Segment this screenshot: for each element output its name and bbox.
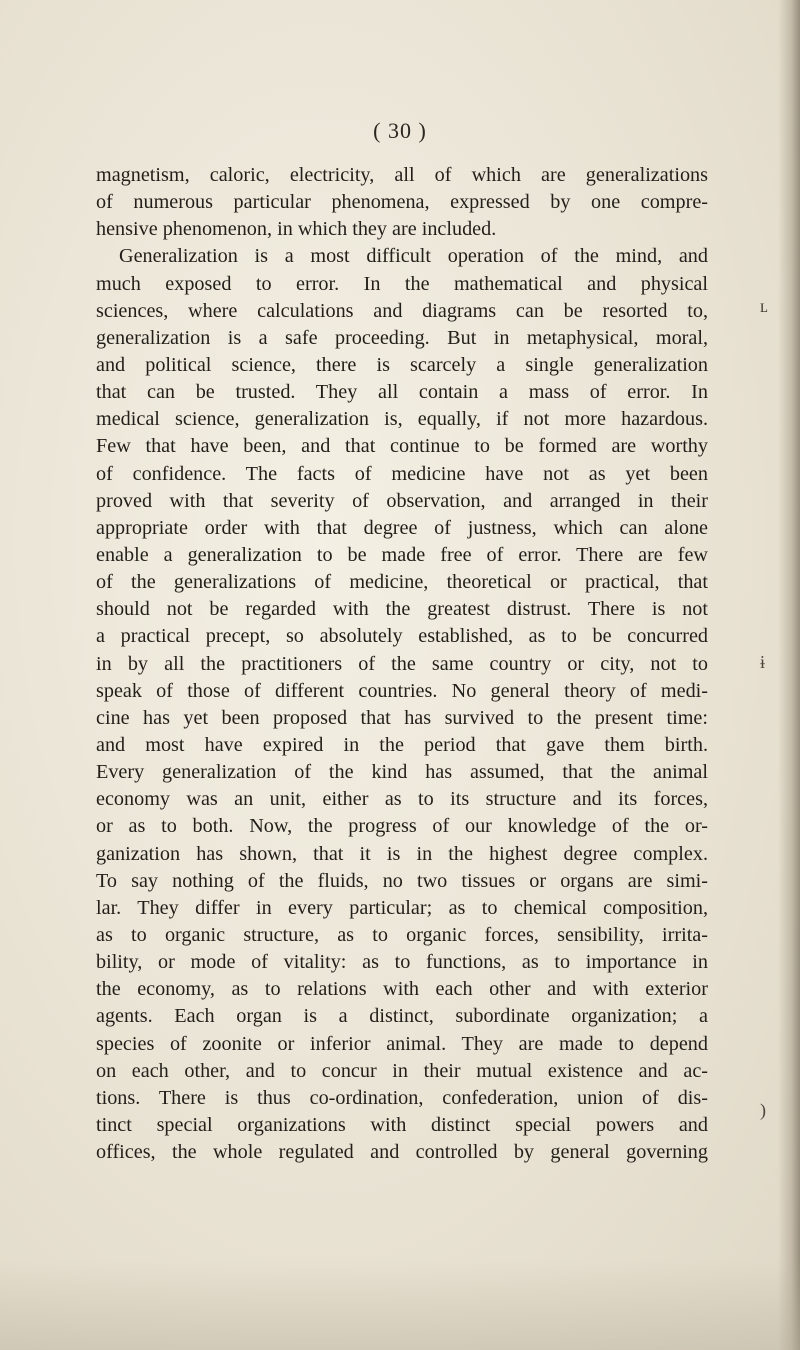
text-line: offices, the whole regulated and controlled by general governing xyxy=(96,1141,708,1164)
page-number: ( 30 ) xyxy=(373,118,427,143)
text-line: Every generalization of the kind has assumed, that the animal xyxy=(96,761,708,784)
text-line: ganization has shown, that it is in the highest degree complex. xyxy=(96,842,708,865)
text-line: on each other, and to concur in their mutual existence and ac- xyxy=(96,1059,708,1082)
page-edge-shadow xyxy=(778,0,800,1350)
text-line: sciences, where calculations and diagrams can be resorted to, xyxy=(96,299,708,322)
text-line: or as to both. Now, the progress of our knowledge of the or- xyxy=(96,815,708,838)
margin-mark: ɨ xyxy=(760,652,766,672)
text-line: economy was an unit, either as to its structure and its forces, xyxy=(96,788,708,811)
margin-mark: ʟ xyxy=(760,296,768,316)
text-line: of the generalizations of medicine, theoretical or practical, that xyxy=(96,571,708,594)
text-line: cine has yet been proposed that has survived to the present time: xyxy=(96,706,708,729)
text-line: and most have expired in the period that gave them birth. xyxy=(96,733,708,756)
text-line: lar. They differ in every particular; as to chemical composition, xyxy=(96,896,708,919)
text-line: proved with that severity of observation, and arranged in their xyxy=(96,489,708,512)
text-line: speak of those of different countries. No general theory of medi- xyxy=(96,679,708,702)
text-line: and political science, there is scarcely a single generalization xyxy=(96,353,708,376)
text-line: magnetism, caloric, electricity, all of which are generalizations xyxy=(96,164,708,186)
text-line: in by all the practitioners of the same country or city, not to xyxy=(96,652,708,675)
text-line: of confidence. The facts of medicine have not as yet been xyxy=(96,462,708,485)
text-line: appropriate order with that degree of justness, which can alone xyxy=(96,516,708,539)
text-line: the economy, as to relations with each other and with exterior xyxy=(96,978,708,1001)
text-line: hensive phenomenon, in which they are included. xyxy=(96,218,497,241)
text-line: should not be regarded with the greatest distrust. There is not xyxy=(96,598,708,621)
body-text xyxy=(96,162,708,1166)
text-line: a practical precept, so absolutely established, as to be concurred xyxy=(96,625,708,648)
text-line: tinct special organizations with distinct special powers and xyxy=(96,1113,708,1136)
text-line: of numerous particular phenomena, expressed by one compre- xyxy=(96,191,708,214)
margin-mark: ) xyxy=(760,1100,766,1120)
text-line: medical science, generalization is, equally, if not more hazardous. xyxy=(96,408,708,431)
text-line: tions. There is thus co-ordination, confederation, union of dis- xyxy=(96,1086,708,1109)
page-bottom-shade xyxy=(0,1260,800,1350)
text-line: Generalization is a most difficult operation of the mind, and xyxy=(119,245,708,268)
text-line: bility, or mode of vitality: as to functions, as to importance in xyxy=(96,951,708,974)
text-line: species of zoonite or inferior animal. They are made to depend xyxy=(96,1032,708,1055)
text-line: agents. Each organ is a distinct, subordinate organization; a xyxy=(96,1005,708,1028)
text-line: Few that have been, and that continue to be formed are worthy xyxy=(96,435,708,458)
text-line: enable a generalization to be made free of error. There are few xyxy=(96,543,708,566)
text-line: as to organic structure, as to organic forces, sensibility, irrita- xyxy=(96,923,708,946)
text-line: much exposed to error. In the mathematical and physical xyxy=(96,272,708,295)
text-line: generalization is a safe proceeding. But in metaphysical, moral, xyxy=(96,326,708,349)
text-line: To say nothing of the fluids, no two tissues or organs are simi- xyxy=(96,869,708,892)
text-line: that can be trusted. They all contain a mass of error. In xyxy=(96,381,708,404)
